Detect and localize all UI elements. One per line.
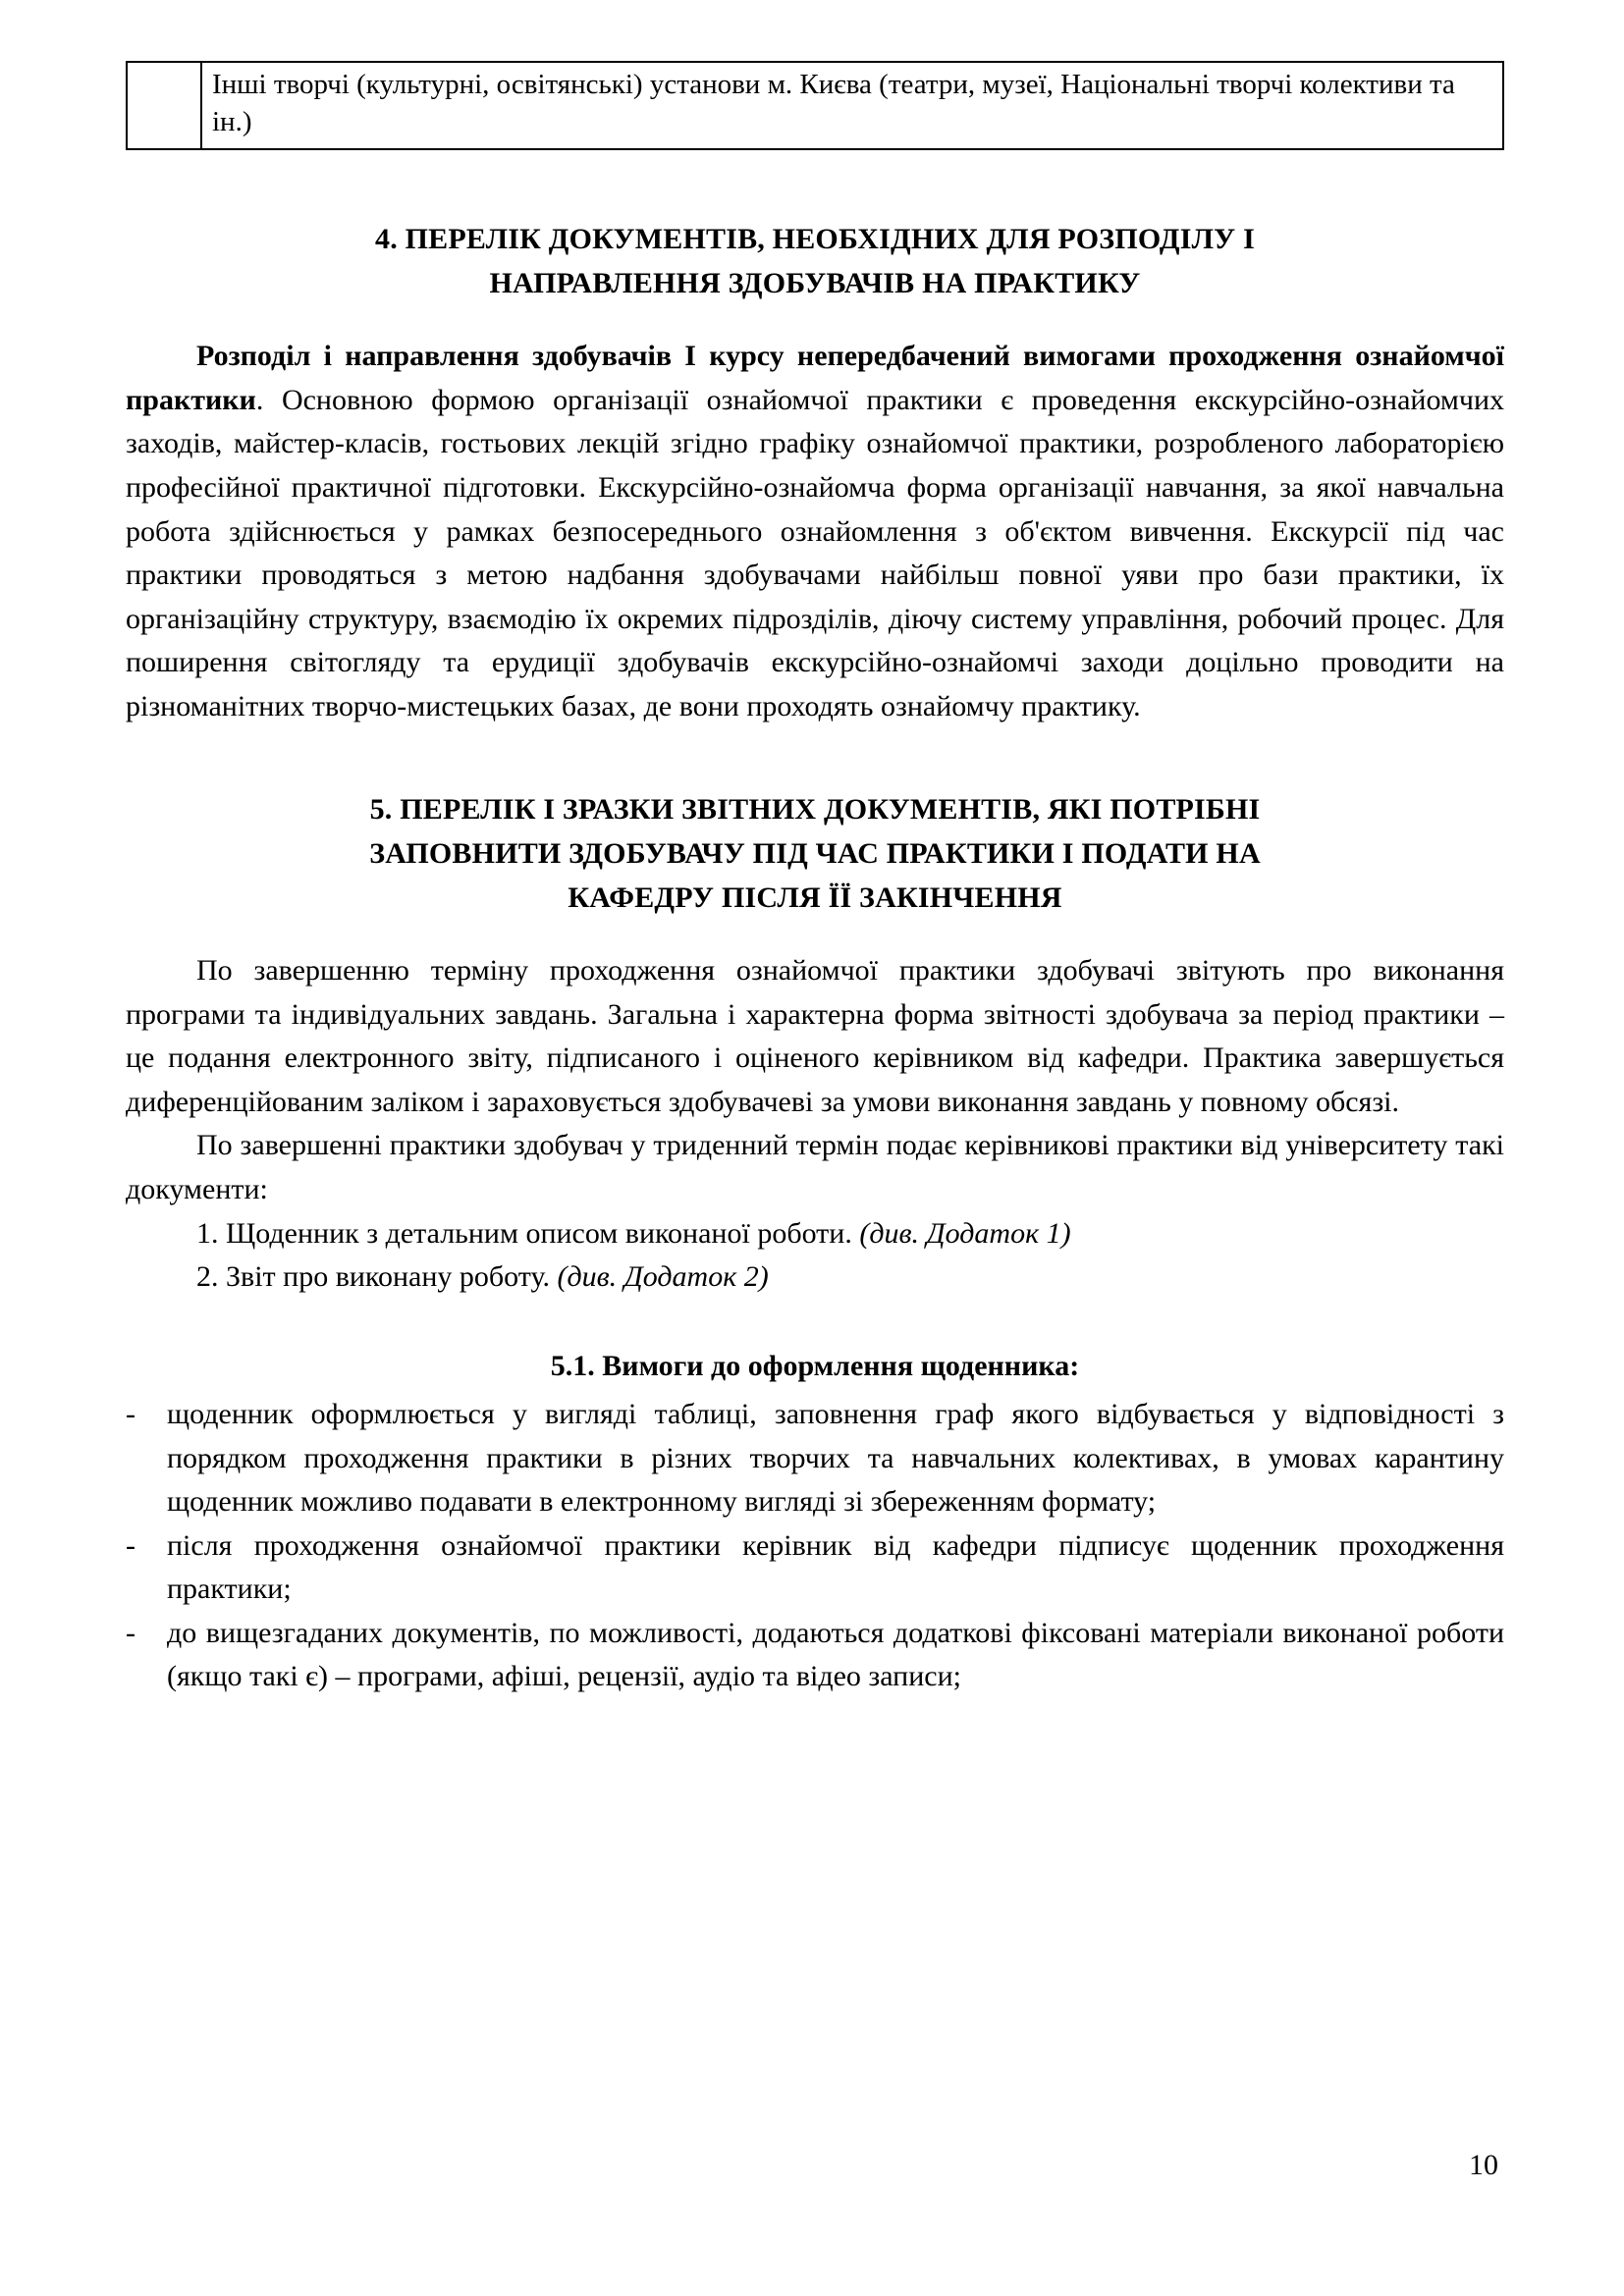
- section-4-heading: [180, 217, 1450, 305]
- continued-table-fragment: [126, 61, 1504, 150]
- list-item-text: після проходження ознайомчої практики керівник від кафедри підписує щоденник проходження практики;: [167, 1528, 1504, 1606]
- list-item: [126, 1524, 1504, 1612]
- table-cell-institutions: Інші творчі (культурні, освітянські) установи м. Києва (театри, музеї, Національні творчі колективи та ін.): [201, 62, 1503, 149]
- section-5-heading-line-1: 5. ПЕРЕЛІК І ЗРАЗКИ ЗВІТНИХ ДОКУМЕНТІВ, ЯКІ ПОТРІБНІ: [369, 793, 1261, 827]
- list-item-text: до вищезгаданих документів, по можливості, додаються додаткові фіксовані матеріали виконаної роботи (якщо такі є) – програми, афіші, рецензії, аудіо та відео записи;: [167, 1616, 1504, 1693]
- section-4-paragraph-rest: . Основною формою організації ознайомчої практики є проведення екскурсійно-ознайомчих заходів, майстер-класів, гостьових лекцій згідно графіку ознайомчої практики, розробленого лабораторією професійної практичної підготовки. Екскурсійно-ознайомча форма організації навчання, за якої навчальна робота здійснюється у рамках безпосереднього ознайомлення з об'єктом вивчення. Екскурсії під час практики проводяться з метою надбання здобувачами найбільш повної уяви про бази практики, їх організаційну структуру, взаємодію їх окремих підрозділів, діючу систему управління, робочий процес. Для поширення світогляду та ерудиції здобувачів екскурсійно-ознайомчі заходи доцільно проводити на різноманітних творчо-мистецьких базах, де вони проходять ознайомчу практику.: [126, 383, 1504, 722]
- section-4-paragraph-bold-lead: Розподіл і направлення здобувачів І курсу непередбачений вимогами проходження ознайомчої практики: [126, 340, 1504, 416]
- section-4-heading-block: [126, 217, 1504, 305]
- list-item: [126, 1393, 1504, 1524]
- section-5-heading-block: [126, 787, 1504, 920]
- section-5-paragraph-2: По завершенні практики здобувач у триденний термін подає керівникові практики від університету такі документи:: [126, 1129, 1504, 1206]
- page-number: 10: [1469, 2149, 1498, 2181]
- table-row: [127, 62, 1503, 149]
- list-item-text: Звіт про виконану роботу.: [226, 1260, 550, 1294]
- list-item-number: 2.: [196, 1260, 219, 1294]
- list-item: [126, 1255, 1504, 1300]
- section-5-heading-line-2: ЗАПОВНИТИ ЗДОБУВАЧУ ПІД ЧАС ПРАКТИКИ І ПОДАТИ НА: [369, 837, 1261, 871]
- section-4-heading-line-2: НАПРАВЛЕННЯ ЗДОБУВАЧІВ НА ПРАКТИКУ: [489, 267, 1141, 300]
- diary-requirements-list: [126, 1393, 1504, 1699]
- bullet-dash-marker: -: [126, 1616, 135, 1649]
- list-item-note: (див. Додаток 2): [557, 1260, 769, 1294]
- list-item-number: 1.: [196, 1216, 219, 1250]
- list-item-text: щоденник оформлюється у вигляді таблиці, заповнення граф якого відбувається у відповідності з порядком проходження практики в різних творчих та навчальних колективах, в умовах карантину щоденник можливо подавати в електронному вигляді зі збереженням формату;: [167, 1398, 1504, 1519]
- list-item: [126, 1612, 1504, 1699]
- bullet-dash-marker: -: [126, 1398, 135, 1431]
- subsection-5-1-heading-block: [126, 1345, 1504, 1388]
- subsection-5-1-heading: 5.1. Вимоги до оформлення щоденника:: [550, 1349, 1080, 1382]
- section-5-paragraph-1: По завершенню терміну проходження ознайомчої практики здобувачі звітують про виконання програми та індивідуальних завдань. Загальна і характерна форма звітності здобувача за період практики – це подання електронного звіту, підписаного і оціненого керівником від кафедри. Практика завершується диференційованим заліком і зараховується здобувачеві за умови виконання завдань у повному обсязі.: [126, 954, 1504, 1118]
- bullet-dash-marker: -: [126, 1528, 135, 1562]
- list-item-text: Щоденник з детальним описом виконаної роботи.: [226, 1216, 852, 1250]
- page-content: [126, 61, 1504, 1699]
- section-4-heading-line-1: 4. ПЕРЕЛІК ДОКУМЕНТІВ, НЕОБХІДНИХ ДЛЯ РОЗПОДІЛУ І: [375, 223, 1255, 256]
- list-item: [126, 1212, 1504, 1256]
- list-item-note: (див. Додаток 1): [859, 1216, 1071, 1250]
- section-5-heading: [149, 787, 1481, 920]
- section-4-paragraph: [126, 335, 1504, 728]
- table-cell-row-number: [127, 62, 201, 149]
- section-5-heading-line-3: КАФЕДРУ ПІСЛЯ ЇЇ ЗАКІНЧЕННЯ: [568, 881, 1062, 915]
- required-documents-list: [126, 1212, 1504, 1300]
